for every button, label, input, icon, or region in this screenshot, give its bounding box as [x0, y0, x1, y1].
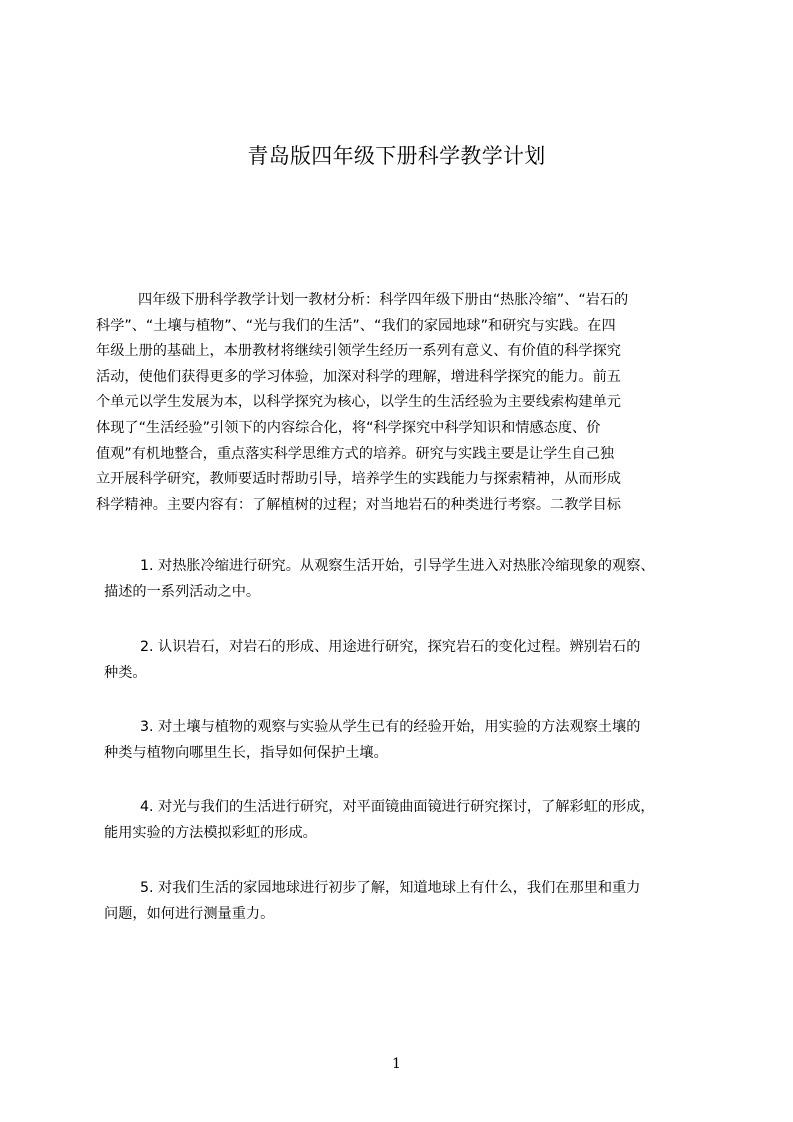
goal-item-4	[104, 794, 714, 846]
intro-line: 个单元以学生发展为本，以科学探究为核心，以学生的生活经验为主要线索构建单元	[96, 394, 621, 411]
goal-item-2	[104, 634, 714, 686]
goal-line: 2. 认识岩石，对岩石的形成、用途进行研究，探究岩石的变化过程。辨别岩石的	[140, 639, 641, 655]
goal-line: 种类与植物向哪里生长，指导如何保护土壤。	[104, 745, 388, 761]
goal-item-5	[104, 875, 714, 927]
goal-line: 1. 对热胀冷缩进行研究。从观察生活开始，引导学生进入对热胀冷缩现象的观察、	[140, 558, 655, 574]
goal-line: 问题，如何进行测量重力。	[104, 906, 275, 922]
goal-line: 4. 对光与我们的生活进行研究，对平面镜曲面镜进行研究探讨，了解彩虹的形成，	[140, 799, 655, 815]
intro-line: 四年级下册科学教学计划一教材分析：科学四年级下册由“热胀冷缩”、“岩石的	[138, 292, 629, 308]
goal-item-1	[104, 553, 714, 605]
goal-line: 5. 对我们生活的家园地球进行初步了解，知道地球上有什么，我们在那里和重力	[140, 880, 641, 896]
goal-line: 能用实验的方法模拟彩虹的形成。	[104, 825, 317, 841]
intro-line: 值观”有机地整合，重点落实科学思维方式的培养。研究与实践主要是让学生自己独	[96, 445, 615, 462]
intro-line: 活动，使他们获得更多的学习体验，加深对科学的理解，增进科学探究的能力。前五	[96, 368, 621, 385]
intro-line: 科学”、“土壤与植物”、“光与我们的生活”、“我们的家园地球”和研究与实践。在四	[96, 317, 616, 334]
page-number: 1	[392, 1056, 401, 1072]
intro-line: 科学精神。主要内容有：了解植树的过程；对当地岩石的种类进行考察。二教学目标	[96, 496, 621, 513]
intro-paragraph	[96, 288, 716, 518]
intro-line: 体现了“生活经验”引领下的内容综合化，将“科学探究中科学知识和情感态度、价	[96, 419, 601, 436]
goal-line: 3. 对土壤与植物的观察与实验从学生已有的经验开始，用实验的方法观察土壤的	[140, 719, 641, 735]
document-title: 青岛版四年级下册科学教学计划	[247, 144, 546, 168]
goal-item-3	[104, 714, 714, 766]
goal-line: 种类。	[104, 665, 147, 681]
intro-line: 立开展科学研究，教师要适时帮助引导，培养学生的实践能力与探索精神，从而形成	[96, 471, 621, 488]
intro-line: 年级上册的基础上，本册教材将继续引领学生经历一系列有意义、有价值的科学探究	[96, 343, 621, 360]
goal-line: 描述的一系列活动之中。	[104, 584, 261, 600]
